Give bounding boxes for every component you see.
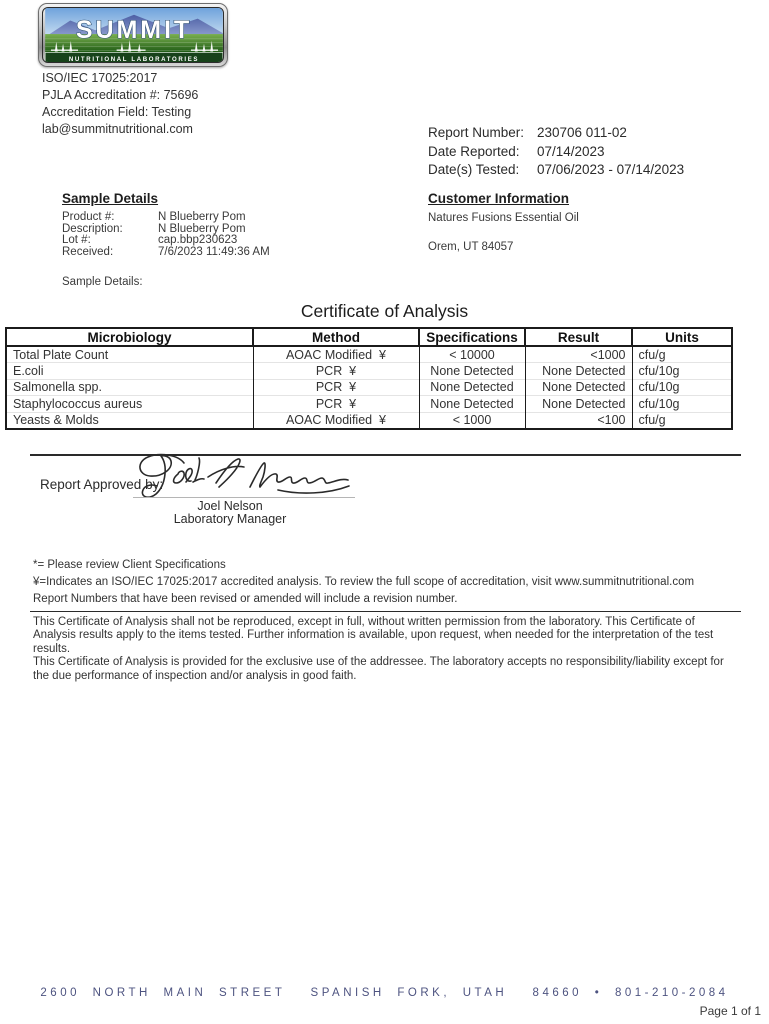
logo-title: SUMMIT: [75, 15, 193, 44]
received-row: [62, 247, 270, 259]
sample-details-heading: Sample Details: [62, 191, 159, 206]
table-row: [6, 379, 732, 396]
summit-logo: [38, 3, 228, 67]
signer-title: Laboratory Manager: [173, 512, 287, 526]
result-cell: None Detected: [525, 379, 632, 396]
signature-line: [133, 497, 355, 498]
method-cell: PCR ¥: [253, 363, 419, 380]
date-reported-value: 07/14/2023: [537, 143, 605, 159]
footnote-accredited-analysis: ¥=Indicates an ISO/IEC 17025:2017 accredited analysis. To review the full scope of accreditation, visit www.summitnutritional.com: [33, 576, 695, 588]
units-cell: cfu/10g: [632, 379, 732, 396]
accreditation-line: ISO/IEC 17025:2017: [42, 71, 158, 85]
units-cell: cfu/g: [632, 346, 732, 363]
col-header-microbiology: Microbiology: [6, 328, 253, 346]
logo-subtitle: NUTRITIONAL LABORATORIES: [68, 56, 200, 63]
method-cell: PCR ¥: [253, 396, 419, 413]
units-cell: cfu/g: [632, 412, 732, 429]
table-row: [6, 363, 732, 380]
logo-graphic: [43, 8, 224, 63]
table-row: [6, 346, 732, 363]
col-header-units: Units: [632, 328, 732, 346]
col-header-method: Method: [253, 328, 419, 346]
product-label: Product #:: [62, 211, 115, 223]
report-approved-by-label: Report Approved by:: [40, 477, 164, 492]
footnote-client-specs: *= Please review Client Specifications: [33, 559, 226, 571]
signature-graphic: [128, 452, 356, 502]
lot-value: cap.bbp230623: [158, 234, 238, 247]
customer-address: Orem, UT 84057: [428, 241, 514, 253]
analyte-cell: Staphylococcus aureus: [6, 396, 253, 413]
table-row: [6, 412, 732, 429]
analyte-cell: Total Plate Count: [6, 346, 253, 363]
spec-cell: None Detected: [419, 396, 525, 413]
accreditation-block: [42, 70, 198, 138]
page-number: Page 1 of 1: [699, 1004, 761, 1018]
report-info-block: [428, 124, 684, 180]
description-label: Description:: [62, 222, 123, 235]
received-value: 7/6/2023 11:49:36 AM: [158, 245, 270, 258]
dates-tested-label: Date(s) Tested:: [428, 162, 520, 177]
result-cell: None Detected: [525, 363, 632, 380]
accreditation-line: Accreditation Field: Testing: [42, 105, 192, 119]
results-table-wrap: [5, 327, 731, 430]
dates-tested-value: 07/06/2023 - 07/14/2023: [537, 162, 685, 177]
col-header-specifications: Specifications: [419, 328, 525, 346]
lab-email: lab@summitnutritional.com: [42, 122, 193, 136]
disclaimer-paragraph-1: This Certificate of Analysis shall not be reproduced, except in full, without written permission from the laboratory. This Certificate of Analysis results apply to the items tested. Further information is available, upon request, when needed for the interpretation of the test results.: [33, 616, 714, 655]
customer-info-section: [428, 191, 579, 253]
lab-address-footer: 2600 NORTH MAIN STREET SPANISH FORK, UTAH 84660 • 801-210-2084: [40, 987, 729, 999]
report-number-row: [428, 124, 684, 143]
customer-info-heading: Customer Information: [428, 191, 570, 206]
method-cell: AOAC Modified ¥: [253, 346, 419, 363]
divider-bottom: [30, 611, 741, 612]
product-value: N Blueberry Pom: [158, 211, 246, 223]
spec-cell: < 1000: [419, 412, 525, 429]
report-number-value: 230706 011-02: [537, 125, 627, 140]
spec-cell: None Detected: [419, 363, 525, 380]
spec-cell: None Detected: [419, 379, 525, 396]
method-cell: PCR ¥: [253, 379, 419, 396]
disclaimer-block: [33, 616, 739, 683]
col-header-result: Result: [525, 328, 632, 346]
method-cell: AOAC Modified ¥: [253, 412, 419, 429]
spec-cell: < 10000: [419, 346, 525, 363]
received-label: Received:: [62, 245, 114, 258]
footnotes-block: [33, 559, 694, 610]
description-value: N Blueberry Pom: [158, 222, 246, 235]
footnote-revision: Report Numbers that have been revised or amended will include a revision number.: [33, 593, 458, 605]
result-cell: <100: [525, 412, 632, 429]
sample-details-section: [62, 191, 270, 288]
table-row: [6, 396, 732, 413]
dates-tested-row: [428, 161, 684, 180]
certificate-title: Certificate of Analysis: [300, 301, 469, 321]
units-cell: cfu/10g: [632, 363, 732, 380]
lot-label: Lot #:: [62, 234, 91, 247]
report-number-label: Report Number:: [428, 125, 525, 140]
date-reported-row: [428, 143, 684, 162]
results-table: [5, 327, 733, 430]
logo-frame: [42, 7, 224, 63]
accreditation-line: PJLA Accreditation #: 75696: [42, 88, 199, 102]
customer-name: Natures Fusions Essential Oil: [428, 212, 579, 224]
disclaimer-paragraph-2: This Certificate of Analysis is provided for the exclusive use of the addressee. The laboratory accepts no responsibility/liability except for the due performance of inspection and/or analysis in good faith.: [33, 656, 724, 682]
analyte-cell: Yeasts & Molds: [6, 412, 253, 429]
product-row: [62, 212, 270, 224]
signer-name: Joel Nelson: [197, 499, 263, 513]
units-cell: cfu/10g: [632, 396, 732, 413]
result-cell: None Detected: [525, 396, 632, 413]
sample-details-extra-label: Sample Details:: [62, 276, 143, 289]
result-cell: <1000: [525, 346, 632, 363]
analyte-cell: Salmonella spp.: [6, 379, 253, 396]
analyte-cell: E.coli: [6, 363, 253, 380]
table-header-row: [6, 328, 732, 346]
date-reported-label: Date Reported:: [428, 143, 520, 159]
